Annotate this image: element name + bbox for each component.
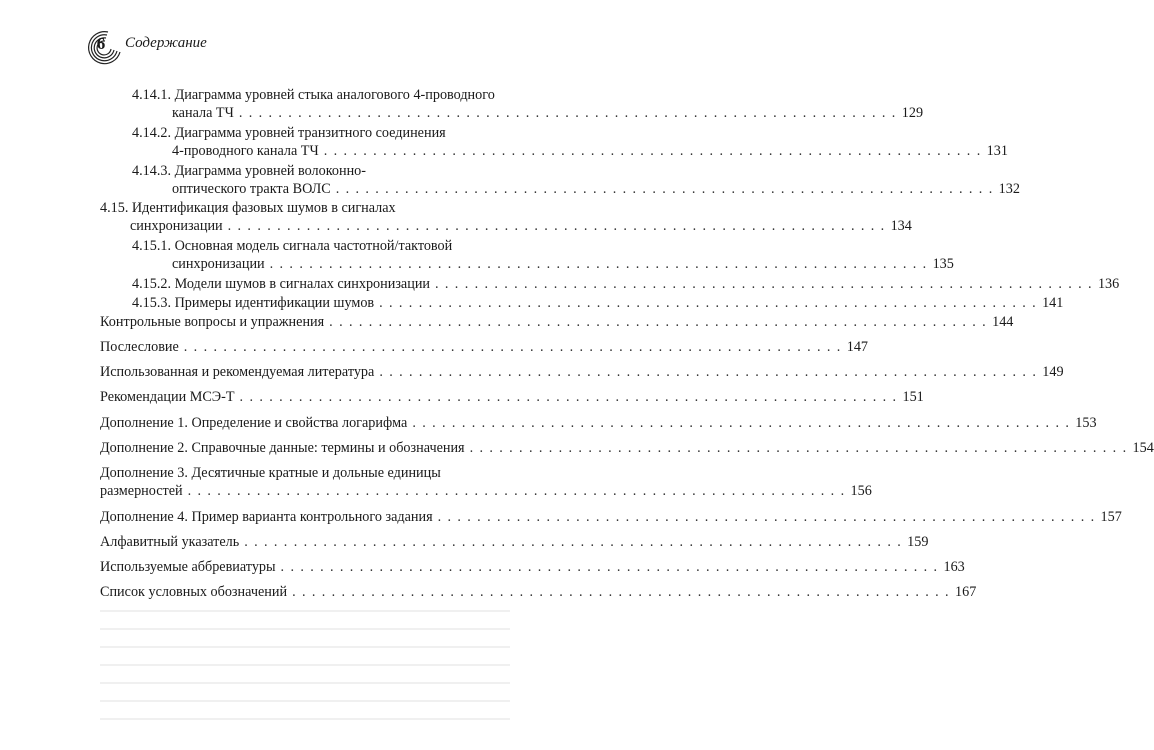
toc-entry-control-questions[interactable] [100,313,1014,331]
toc-entry-title: Послесловие [100,339,179,355]
toc-entry-appendix-3[interactable] [100,464,872,500]
toc-entry-4-15[interactable] [100,199,912,235]
running-title: Содержание [125,35,207,51]
toc-entry-itu[interactable] [100,388,924,406]
leader-dots: . . . . . . . . . . . . . . . . . . . . . . . . . . . . . . . . . . . . . . . . . . . . . . . . . . . . . . . . . . . . . . . . . . . [329,314,988,330]
toc-page-number: 151 [902,389,924,405]
toc-page-number: 141 [1042,295,1064,311]
toc-page-number: 147 [846,339,868,355]
toc-page-number: 167 [955,584,977,600]
leader-dots: . . . . . . . . . . . . . . . . . . . . . . . . . . . . . . . . . . . . . . . . . . . . . . . . . . . . . . . . . . . . . . . . . . . [379,364,1038,380]
leader-dots: . . . . . . . . . . . . . . . . . . . . . . . . . . . . . . . . . . . . . . . . . . . . . . . . . . . . . . . . . . . . . . . . . . . [280,559,939,575]
toc-entry-title: 4.15.2. Модели шумов в сигналах синхронизации [132,276,431,292]
toc-entry-index[interactable] [100,533,929,551]
leader-dots: . . . . . . . . . . . . . . . . . . . . . . . . . . . . . . . . . . . . . . . . . . . . . . . . . . . . . . . . . . . . . . . . . . . [183,339,842,355]
toc-entry-title: Дополнение 4. Пример варианта контрольного задания [100,509,433,525]
toc-entry-symbols[interactable] [100,583,977,601]
toc-entry-title-cont: размерностей [100,483,183,499]
toc-entry-appendix-4[interactable] [100,508,1122,526]
toc-entry-title: 4.14.3. Диаграмма уровней волоконно- [132,163,367,179]
toc-page-number: 129 [901,105,924,121]
leader-dots: . . . . . . . . . . . . . . . . . . . . . . . . . . . . . . . . . . . . . . . . . . . . . . . . . . . . . . . . . . . . . . . . . . . [469,440,1128,456]
toc-page-number: 132 [998,181,1020,197]
toc-entry-title: Список условных обозначений [100,584,288,600]
leader-dots: . . . . . . . . . . . . . . . . . . . . . . . . . . . . . . . . . . . . . . . . . . . . . . . . . . . . . . . . . . . . . . . . . . . [239,389,898,405]
toc-page-number: 163 [943,559,965,575]
bleed-through-shadow [100,610,510,720]
toc-page-number: 159 [907,534,929,550]
toc-page-number: 154 [1132,440,1154,456]
leader-dots: . . . . . . . . . . . . . . . . . . . . . . . . . . . . . . . . . . . . . . . . . . . . . . . . . . . . . . . . . . . . . . . . . . . [238,105,897,121]
toc-entry-title-cont: оптического тракта ВОЛС [172,181,331,197]
toc-entry-4-14-2[interactable] [132,124,1008,160]
toc-entry-afterword[interactable] [100,338,868,356]
toc-entry-title: 4.14.1. Диаграмма уровней стыка аналогового 4-проводного [132,87,495,103]
leader-dots: . . . . . . . . . . . . . . . . . . . . . . . . . . . . . . . . . . . . . . . . . . . . . . . . . . . . . . . . . . . . . . . . . . . [227,218,886,234]
leader-dots: . . . . . . . . . . . . . . . . . . . . . . . . . . . . . . . . . . . . . . . . . . . . . . . . . . . . . . . . . . . . . . . . . . . [435,276,1093,292]
toc-entry-title: Дополнение 2. Справочные данные: термины и обозначения [100,440,465,456]
leader-dots: . . . . . . . . . . . . . . . . . . . . . . . . . . . . . . . . . . . . . . . . . . . . . . . . . . . . . . . . . . . . . . . . . . . [335,181,994,197]
toc-page-number: 149 [1042,364,1064,380]
toc-entry-literature[interactable] [100,363,1064,381]
toc-page-number: 134 [890,218,912,234]
toc-page-number: 144 [992,314,1014,330]
leader-dots: . . . . . . . . . . . . . . . . . . . . . . . . . . . . . . . . . . . . . . . . . . . . . . . . . . . . . . . . . . . . . . . . . . . [244,534,903,550]
toc-entry-title: Дополнение 1. Определение и свойства логарифма [100,415,408,431]
leader-dots: . . . . . . . . . . . . . . . . . . . . . . . . . . . . . . . . . . . . . . . . . . . . . . . . . . . . . . . . . . . . . . . . . . . [379,295,1038,311]
toc-entry-title-cont: 4-проводного канала ТЧ [172,143,319,159]
toc-entry-title: 4.15.1. Основная модель сигнала частотной/тактовой [132,238,453,254]
toc-entry-4-15-1[interactable] [132,237,954,273]
leader-dots: . . . . . . . . . . . . . . . . . . . . . . . . . . . . . . . . . . . . . . . . . . . . . . . . . . . . . . . . . . . . . . . . . . . [437,509,1096,525]
toc-entry-title-cont: синхронизации [130,218,223,234]
page-number: 6 [96,34,106,53]
leader-dots: . . . . . . . . . . . . . . . . . . . . . . . . . . . . . . . . . . . . . . . . . . . . . . . . . . . . . . . . . . . . . . . . . . . [323,143,982,159]
toc-entry-title: Алфавитный указатель [100,534,240,550]
leader-dots: . . . . . . . . . . . . . . . . . . . . . . . . . . . . . . . . . . . . . . . . . . . . . . . . . . . . . . . . . . . . . . . . . . . [187,483,846,499]
toc-page-number: 135 [932,256,954,272]
toc-entry-title-cont: канала ТЧ [172,105,234,121]
toc-entry-title: 4.15. Идентификация фазовых шумов в сигналах [100,200,396,216]
toc-entry-title: Рекомендации МСЭ-Т [100,389,235,405]
toc-page-number: 157 [1100,509,1122,525]
toc-entry-abbreviations[interactable] [100,558,965,576]
toc-entry-title-cont: синхронизации [172,256,265,272]
toc-entry-4-14-3[interactable] [132,162,1020,198]
toc-entry-4-15-3[interactable] [132,294,1064,312]
toc-entry-title: Использованная и рекомендуемая литература [100,364,375,380]
toc-page-number: 153 [1075,415,1097,431]
toc-entry-title: Используемые аббревиатуры [100,559,276,575]
leader-dots: . . . . . . . . . . . . . . . . . . . . . . . . . . . . . . . . . . . . . . . . . . . . . . . . . . . . . . . . . . . . . . . . . . . [292,584,950,600]
leader-dots: . . . . . . . . . . . . . . . . . . . . . . . . . . . . . . . . . . . . . . . . . . . . . . . . . . . . . . . . . . . . . . . . . . . [412,415,1071,431]
toc-entry-title: Контрольные вопросы и упражнения [100,314,325,330]
toc-entry-appendix-1[interactable] [100,414,1097,432]
toc-entry-title: 4.14.2. Диаграмма уровней транзитного соединения [132,125,446,141]
toc-entry-4-15-2[interactable] [132,275,1120,293]
toc-entry-title: 4.15.3. Примеры идентификации шумов [132,295,375,311]
toc-page-number: 136 [1097,276,1120,292]
toc-entry-title: Дополнение 3. Десятичные кратные и дольные единицы [100,465,441,481]
toc-entry-4-14-1[interactable] [132,86,924,122]
leader-dots: . . . . . . . . . . . . . . . . . . . . . . . . . . . . . . . . . . . . . . . . . . . . . . . . . . . . . . . . . . . . . . . . . . . [269,256,928,272]
toc-page-number: 131 [986,143,1008,159]
toc-page-number: 156 [850,483,872,499]
toc-entry-appendix-2[interactable] [100,439,1154,457]
